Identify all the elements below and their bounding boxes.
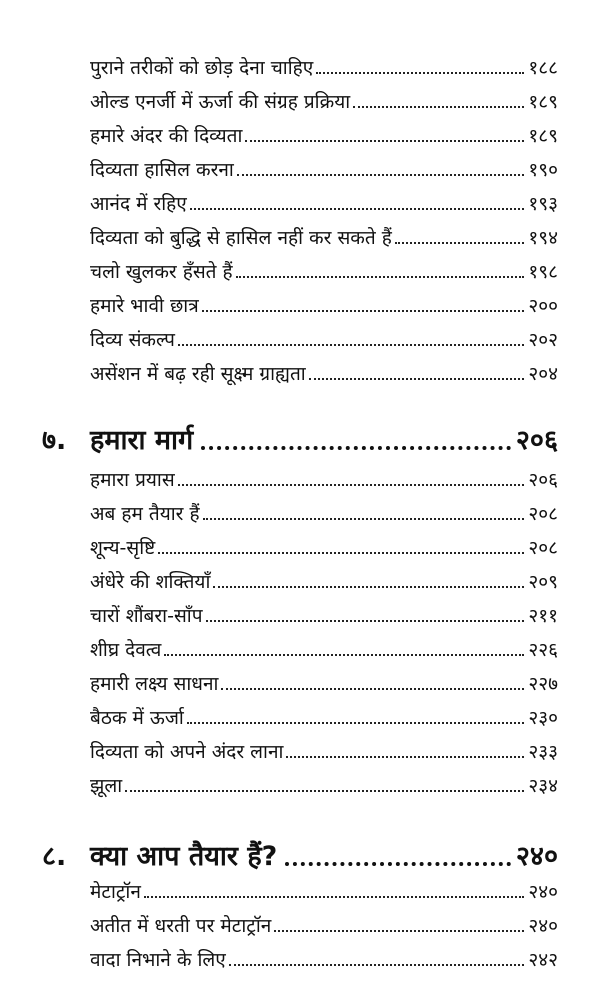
- dot-leader: [395, 242, 525, 244]
- toc-entry-page: १८८: [528, 57, 558, 79]
- toc-entry-page: २४०: [528, 881, 558, 903]
- toc-entry[interactable]: [90, 46, 558, 80]
- toc-entry-title: अतीत में धरती पर मेटाट्रॉन: [90, 915, 272, 937]
- toc-entry-title: चारों शौंबरा-साँप: [90, 605, 203, 627]
- toc-entry[interactable]: [90, 492, 558, 526]
- toc-entry[interactable]: [90, 458, 558, 492]
- toc-entry-page: २२७: [528, 673, 558, 695]
- toc-entry-page: २०६: [528, 469, 558, 491]
- dot-leader: [187, 722, 525, 724]
- toc-entry-page: १९३: [528, 193, 558, 215]
- toc-entry-page: २२६: [528, 639, 558, 661]
- toc-entry-page: २०८: [528, 503, 558, 525]
- toc-entry[interactable]: [90, 250, 558, 284]
- toc-entry-page: १८९: [528, 91, 558, 113]
- toc-entry[interactable]: [90, 662, 558, 696]
- toc-entry-page: १९८: [528, 261, 558, 283]
- toc-entry[interactable]: [90, 904, 558, 938]
- toc-entry-title: वादा निभाने के लिए: [90, 949, 226, 971]
- chapter-heading[interactable]: [42, 834, 558, 874]
- toc-entry-page: २३४: [528, 775, 558, 797]
- toc-entry-title: शीघ्र देवत्व: [90, 639, 162, 661]
- toc-entry-title: पुराने तरीकों को छोड़ देना चाहिए: [90, 57, 314, 79]
- toc-entry[interactable]: [90, 352, 558, 386]
- toc-entry-page: २०४: [528, 363, 558, 385]
- toc-entry[interactable]: [90, 284, 558, 318]
- toc-entry-page: २०९: [528, 571, 558, 593]
- dot-leader: [274, 930, 524, 932]
- chapter-title: हमारा मार्ग: [90, 425, 194, 456]
- dot-leader: [229, 964, 525, 966]
- toc-entry[interactable]: [90, 182, 558, 216]
- toc-entry-title: दिव्य संकल्प: [90, 329, 175, 351]
- toc-entry-page: १९४: [528, 227, 558, 249]
- toc-entry-page: २३३: [528, 741, 558, 763]
- dot-leader: [158, 552, 524, 554]
- toc-entry-page: २११: [528, 605, 558, 627]
- chapter-page: २४०: [515, 841, 558, 872]
- toc-entry[interactable]: [90, 148, 558, 182]
- toc-entry[interactable]: [90, 216, 558, 250]
- toc-entry-page: २३०: [528, 707, 558, 729]
- toc-entry-page: १८९: [528, 125, 558, 147]
- toc-entry-page: १९०: [528, 159, 558, 181]
- chapter-page: २०६: [515, 425, 558, 456]
- dot-leader: [178, 344, 524, 346]
- toc-entry[interactable]: [90, 764, 558, 798]
- toc-entry[interactable]: [90, 114, 558, 148]
- dot-leader: [203, 518, 525, 520]
- dot-leader: [190, 208, 525, 210]
- toc-entry[interactable]: [90, 594, 558, 628]
- toc-entry-title: हमारे भावी छात्र: [90, 295, 199, 317]
- toc-entry-title: हमारी लक्ष्य साधना: [90, 673, 219, 695]
- dot-leader: [236, 276, 525, 278]
- dot-leader: [316, 72, 524, 74]
- dot-leader: [309, 378, 525, 380]
- toc-entry-title: मेटाट्रॉन: [90, 881, 141, 903]
- toc-entry[interactable]: [90, 80, 558, 114]
- dot-leader: [286, 756, 524, 758]
- chapter-title: क्या आप तैयार हैं?: [90, 841, 278, 872]
- toc-entry-title: हमारे अंदर की दिव्यता: [90, 125, 243, 147]
- dot-leader: [202, 310, 525, 312]
- toc-entry[interactable]: [90, 696, 558, 730]
- toc-entry-title: अंधेरे की शक्तियाँ: [90, 571, 211, 593]
- dot-leader: [178, 484, 525, 486]
- dot-leader: [245, 140, 524, 142]
- chapter-number: ७.: [42, 425, 67, 456]
- toc-entry-page: २४०: [528, 915, 558, 937]
- dot-leader: [237, 174, 525, 176]
- dot-leader: [164, 654, 524, 656]
- toc-entry-title: ओल्ड एनर्जी में ऊर्जा की संग्रह प्रक्रिया: [90, 91, 351, 113]
- dot-leader: [213, 586, 524, 588]
- dot-leader: [144, 896, 524, 898]
- toc-entry-page: २०८: [528, 537, 558, 559]
- toc-entry[interactable]: [90, 560, 558, 594]
- toc-entry[interactable]: [90, 628, 558, 662]
- toc-entry-page: २०२: [528, 329, 558, 351]
- dot-leader: [285, 862, 511, 866]
- toc-entry-title: चलो खुलकर हँसते हैं: [90, 261, 233, 283]
- toc-entry-title: दिव्यता हासिल करना: [90, 159, 234, 181]
- dot-leader: [353, 106, 524, 108]
- toc-entry[interactable]: [90, 870, 558, 904]
- dot-leader: [125, 790, 524, 792]
- toc-entry-title: शून्य-सृष्टि: [90, 537, 156, 559]
- chapter-heading[interactable]: [42, 418, 558, 458]
- dot-leader: [206, 620, 525, 622]
- toc-entry-page: २४२: [528, 949, 558, 971]
- dot-leader: [201, 446, 511, 450]
- toc-entry[interactable]: [90, 938, 558, 972]
- toc-entry-title: झूला: [90, 775, 123, 797]
- dot-leader: [221, 688, 524, 690]
- toc-entry-page: २००: [528, 295, 558, 317]
- chapter-number: ८.: [42, 841, 67, 872]
- toc-entry[interactable]: [90, 526, 558, 560]
- toc-entry-title: बैठक में ऊर्जा: [90, 707, 184, 729]
- toc-entry-title: असेंशन में बढ़ रही सूक्ष्म ग्राह्यता: [90, 363, 306, 385]
- toc-entry-title: आनंद में रहिए: [90, 193, 187, 215]
- toc-entry-title: हमारा प्रयास: [90, 469, 175, 491]
- toc-entry-title: दिव्यता को बुद्धि से हासिल नहीं कर सकते हैं: [90, 227, 392, 249]
- toc-entry-title: दिव्यता को अपने अंदर लाना: [90, 741, 284, 763]
- toc-entry-title: अब हम तैयार हैं: [90, 503, 200, 525]
- toc-entry[interactable]: [90, 730, 558, 764]
- toc-entry[interactable]: [90, 318, 558, 352]
